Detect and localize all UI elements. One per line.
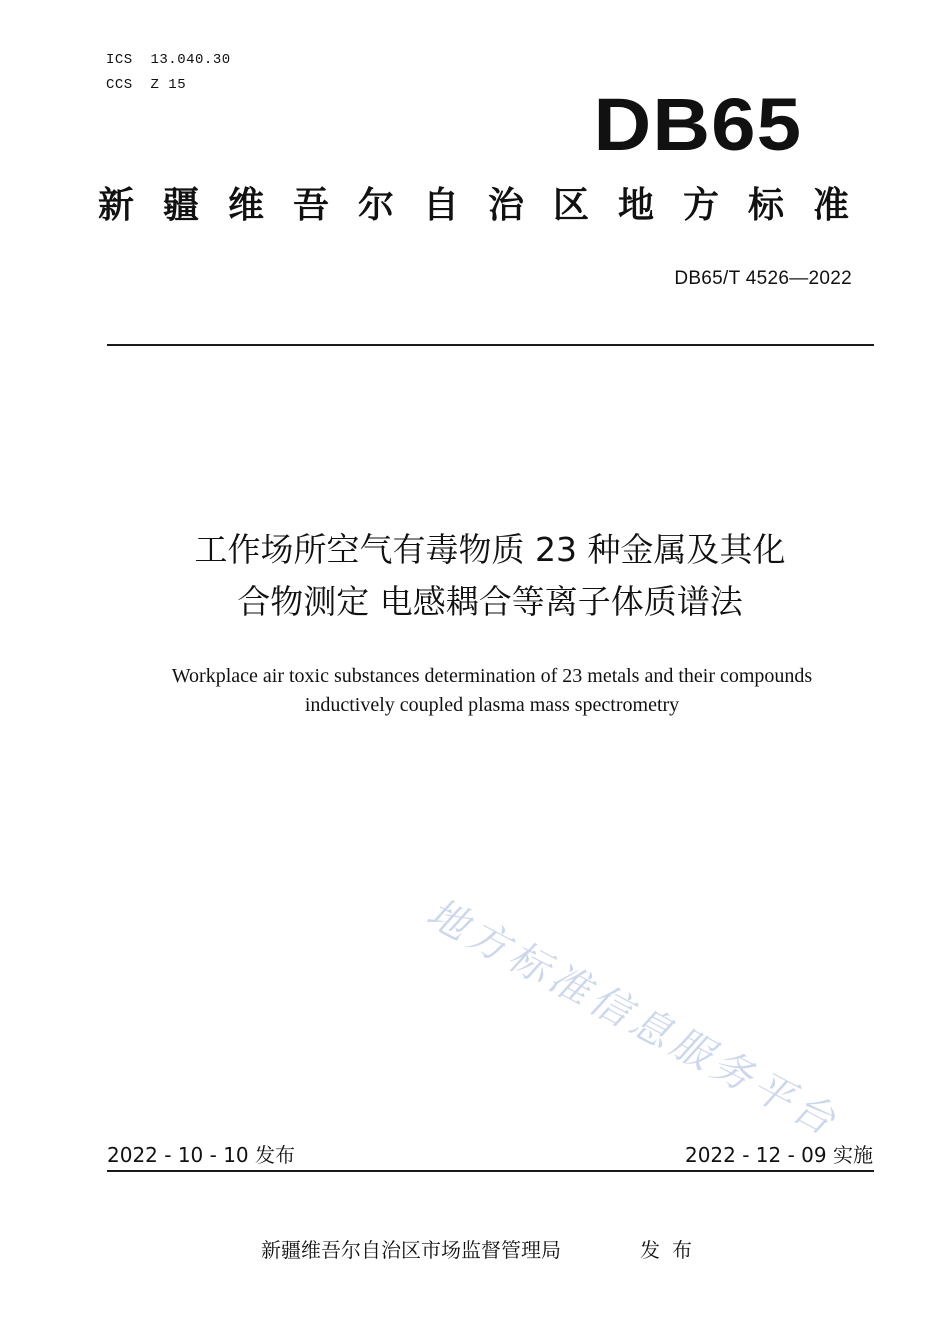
title-en-line-1: Workplace air toxic substances determination of 23 metals and their compounds [171, 665, 813, 687]
issuing-authority: 新疆维吾尔自治区市场监督管理局 [261, 1238, 561, 1262]
issue-date: 2022 - 10 - 10 发布 [107, 1143, 296, 1167]
bottom-divider [107, 1170, 874, 1172]
top-divider [107, 344, 874, 346]
title-cn-line-1: 工作场所空气有毒物质 23 种金属及其化 [194, 530, 786, 569]
standard-type-heading: 新疆维吾尔自治区地方标准 [98, 185, 879, 226]
ics-code: ICS 13.040.30 [106, 52, 231, 68]
db65-logo: DB65 [593, 83, 802, 166]
issue-action-label: 发布 [640, 1238, 704, 1262]
ccs-code: CCS Z 15 [106, 77, 187, 93]
standard-number: DB65/T 4526—2022 [674, 268, 852, 289]
implementation-date: 2022 - 12 - 09 实施 [684, 1143, 873, 1167]
title-en-line-2: inductively coupled plasma mass spectrometry [304, 694, 680, 716]
title-cn-line-2: 合物测定 电感耦合等离子体质谱法 [237, 582, 743, 621]
watermark-stamp: 地方标准信息服务平台 [419, 889, 847, 1147]
